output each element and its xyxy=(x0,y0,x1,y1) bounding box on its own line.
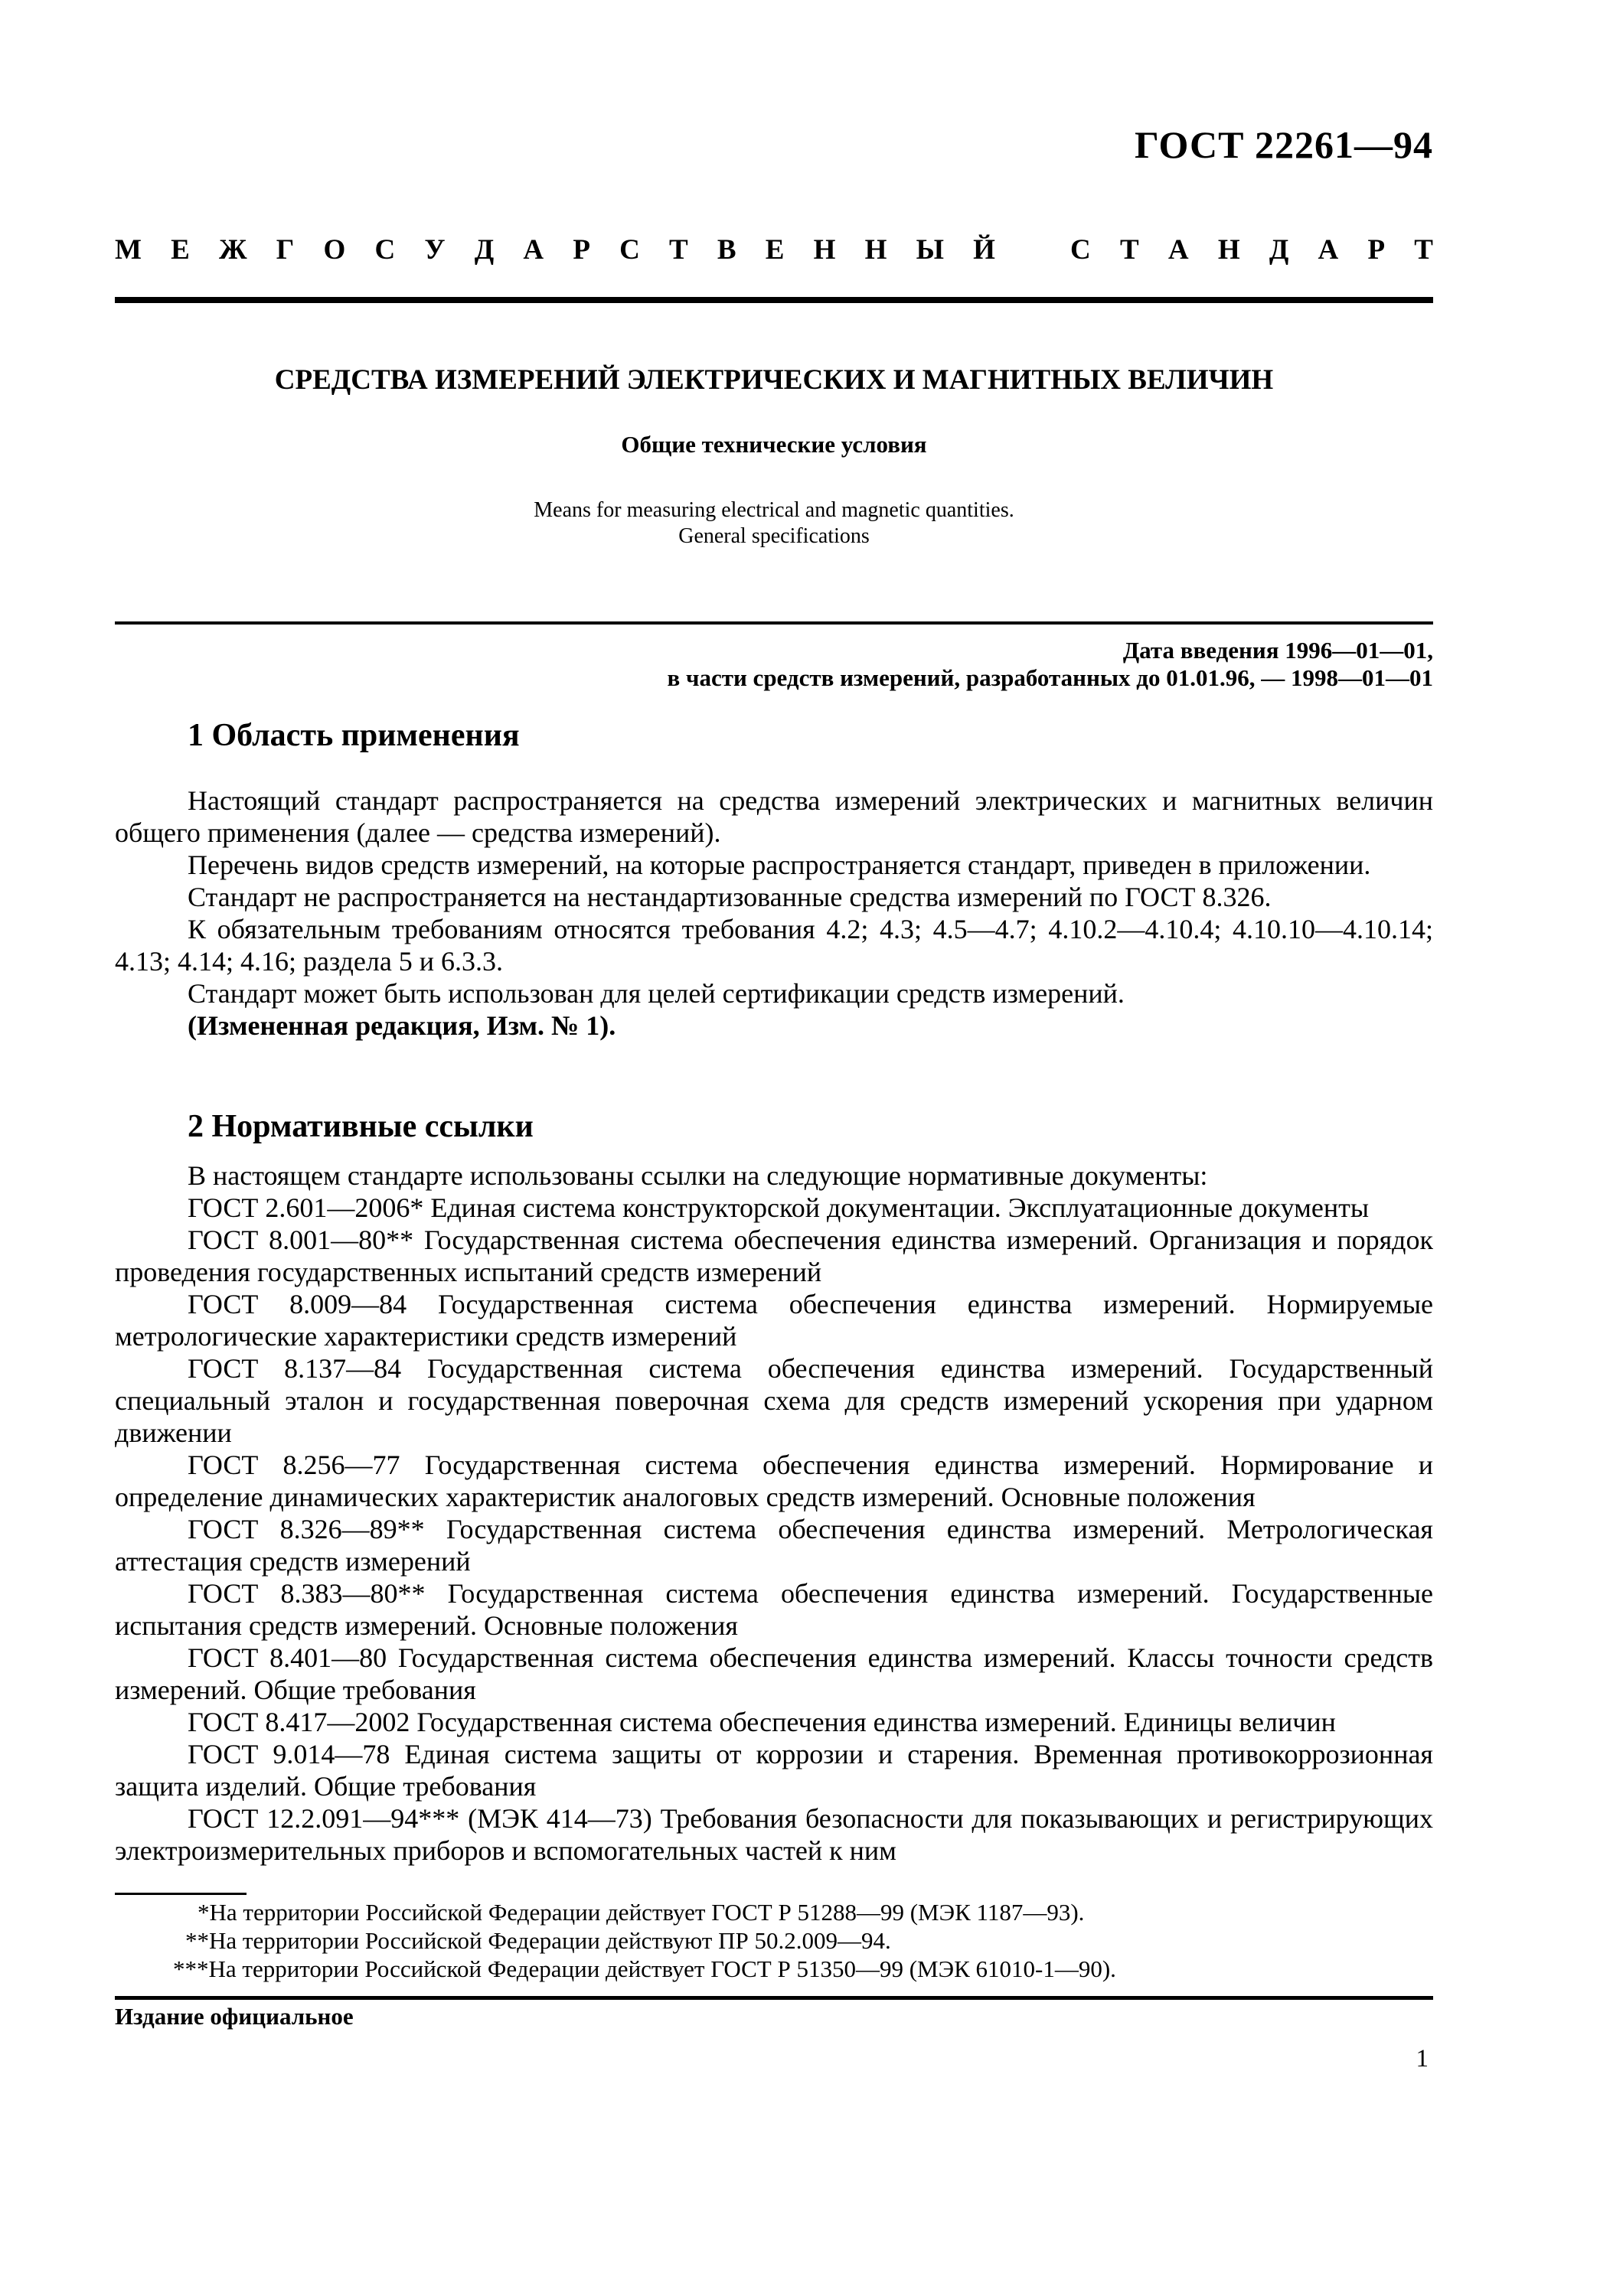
banner-letter: Ж xyxy=(219,234,247,266)
document-title: СРЕДСТВА ИЗМЕРЕНИЙ ЭЛЕКТРИЧЕСКИХ И МАГНИТНЫХ ВЕЛИЧИН xyxy=(274,364,1274,396)
banner-word-interstate xyxy=(115,233,995,266)
banner-letter: Г xyxy=(276,234,295,266)
reference-item: ГОСТ 2.601—2006* Единая система конструкторской документации. Эксплуатационные документы xyxy=(188,1192,1370,1223)
reference-item: ГОСТ 8.383—80** Государственная система обеспечения единства измерений. Государственные испытания средств измерений. Основные положения xyxy=(115,1578,1433,1641)
footnote: **На территории Российской Федерации действуют ПР 50.2.009—94. xyxy=(185,1927,891,1954)
reference-item: ГОСТ 8.326—89** Государственная система обеспечения единства измерений. Метрологическая аттестация средств измерений xyxy=(115,1514,1433,1577)
banner-letter: Д xyxy=(1269,234,1289,266)
paragraph: Перечень видов средств измерений, на которые распространяется стандарт, приведен в приложении. xyxy=(188,850,1371,880)
reference-item: ГОСТ 12.2.091—94*** (МЭК 414—73) Требования безопасности для показывающих и регистрирующих электроизмерительных приборов и вспомогательных частей к ним xyxy=(115,1803,1433,1866)
banner-letter: Д xyxy=(474,234,495,266)
paragraph: Настоящий стандарт распространяется на средства измерений электрических и магнитных величин общего применения (далее — средства измерений). xyxy=(115,785,1433,848)
banner-letter: С xyxy=(374,234,396,266)
english-title-line-2: General specifications xyxy=(678,524,870,548)
footnotes xyxy=(115,1898,1433,1983)
section-1-heading: 1 Область применения xyxy=(188,718,520,753)
footnote: ***На территории Российской Федерации действует ГОСТ Р 51350—99 (МЭК 61010-1—90). xyxy=(173,1955,1116,1982)
banner-letter: А xyxy=(523,234,544,266)
document-number: ГОСТ 22261—94 xyxy=(1134,123,1433,166)
banner-letter: Р xyxy=(573,234,590,266)
paragraph: В настоящем стандарте использованы ссылки на следующие нормативные документы: xyxy=(188,1160,1208,1191)
document-page xyxy=(115,0,1433,2296)
amendment-note: (Измененная редакция, Изм. № 1). xyxy=(188,1010,616,1041)
banner-letter: Р xyxy=(1367,234,1386,266)
introduction-date xyxy=(667,637,1433,692)
banner-letter: М xyxy=(115,234,142,266)
banner-letter: А xyxy=(1167,234,1189,266)
reference-item: ГОСТ 8.256—77 Государственная система обеспечения единства измерений. Нормирование и определение динамических характеристик аналоговых средств измерений. Основные положения xyxy=(115,1450,1433,1512)
introduction-date-line-2: в части средств измерений, разработанных до 01.01.96, — 1998—01—01 xyxy=(667,664,1433,691)
banner-letter: Н xyxy=(813,234,836,266)
banner-letter: С xyxy=(1070,234,1091,266)
title-separator-rule xyxy=(115,621,1433,625)
banner-letter: Т xyxy=(669,234,688,266)
top-thick-rule xyxy=(115,297,1433,303)
paragraph: Стандарт может быть использован для целей сертификации средств измерений. xyxy=(188,978,1125,1009)
introduction-date-line-1: Дата введения 1996—01—01, xyxy=(1122,637,1433,664)
banner-letter: А xyxy=(1318,234,1339,266)
banner-letter: Й xyxy=(973,234,995,266)
banner-word-standard xyxy=(1070,233,1433,266)
section-1-body xyxy=(115,784,1433,1042)
reference-item: ГОСТ 8.001—80** Государственная система обеспечения единства измерений. Организация и порядок проведения государственных испытаний средств измерений xyxy=(115,1225,1433,1287)
banner-letter: Е xyxy=(171,234,190,266)
document-subtitle: Общие технические условия xyxy=(621,431,927,458)
reference-item: ГОСТ 8.137—84 Государственная система обеспечения единства измерений. Государственный специальный эталон и государственная поверочная схема для средств измерений ускорения при ударном движении xyxy=(115,1353,1433,1448)
standard-type-banner xyxy=(115,233,1433,266)
reference-item: ГОСТ 8.417—2002 Государственная система обеспечения единства измерений. Единицы величин xyxy=(188,1707,1336,1737)
banner-letter: У xyxy=(424,234,446,266)
reference-item: ГОСТ 8.009—84 Государственная система обеспечения единства измерений. Нормируемые метрологические характеристики средств измерений xyxy=(115,1289,1433,1352)
footnote-separator xyxy=(115,1893,247,1895)
section-2-heading: 2 Нормативные ссылки xyxy=(188,1109,534,1144)
banner-letter: Н xyxy=(864,234,887,266)
banner-letter: Е xyxy=(765,234,785,266)
paragraph: К обязательным требованиям относятся требования 4.2; 4.3; 4.5—4.7; 4.10.2—4.10.4; 4.10.10—4.10.14; 4.13; 4.14; 4.16; раздела 5 и 6.3.3. xyxy=(115,914,1433,977)
page-number: 1 xyxy=(1416,2045,1429,2073)
bottom-rule xyxy=(115,1996,1433,2000)
banner-letter: О xyxy=(323,234,346,266)
paragraph: Стандарт не распространяется на нестандартизованные средства измерений по ГОСТ 8.326. xyxy=(188,882,1272,912)
banner-letter: Т xyxy=(1414,234,1433,266)
banner-letter: С xyxy=(619,234,640,266)
banner-letter: Т xyxy=(1119,234,1139,266)
footnote: *На территории Российской Федерации действует ГОСТ Р 51288—99 (МЭК 1187—93). xyxy=(198,1899,1085,1926)
english-title xyxy=(115,497,1433,550)
banner-letter: Ы xyxy=(916,234,944,266)
banner-letter: В xyxy=(717,234,736,266)
english-title-line-1: Means for measuring electrical and magnetic quantities. xyxy=(534,498,1014,522)
official-edition-label: Издание официальное xyxy=(115,2003,354,2030)
reference-item: ГОСТ 8.401—80 Государственная система обеспечения единства измерений. Классы точности средств измерений. Общие требования xyxy=(115,1642,1433,1705)
banner-letter: Н xyxy=(1217,234,1240,266)
reference-item: ГОСТ 9.014—78 Единая система защиты от коррозии и старения. Временная противокоррозионная защита изделий. Общие требования xyxy=(115,1739,1433,1802)
section-2-body xyxy=(115,1159,1433,1867)
